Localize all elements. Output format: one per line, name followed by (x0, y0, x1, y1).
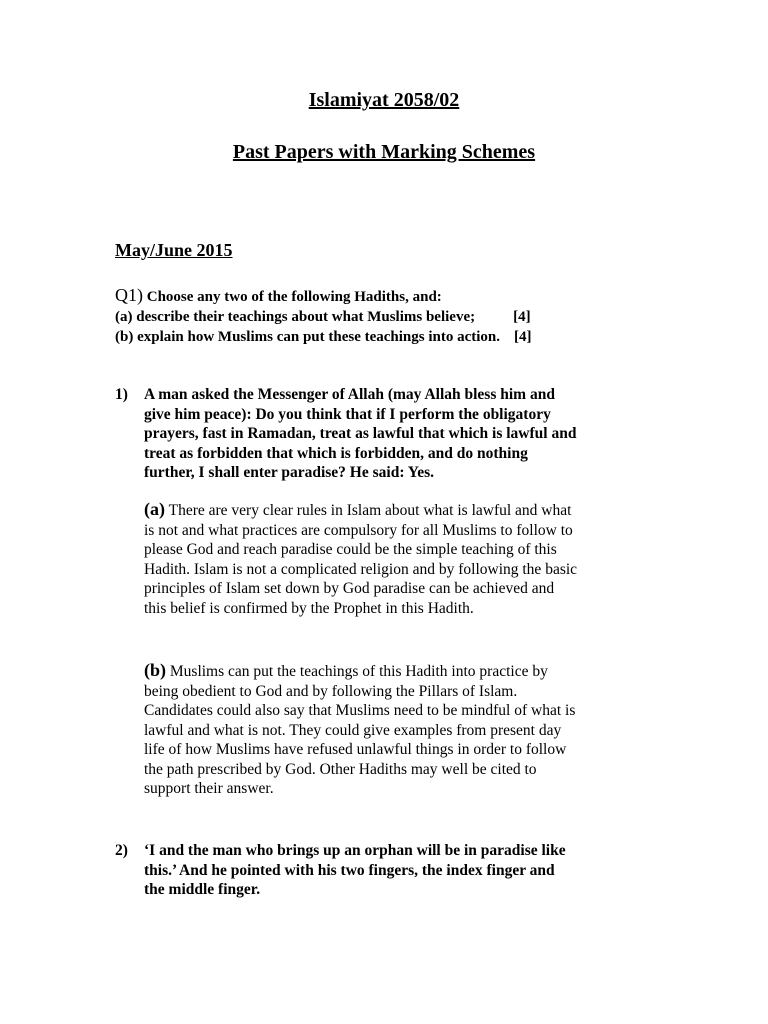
answer-a (144, 500, 664, 618)
answer-b (144, 661, 664, 799)
question-intro: Choose any two of the following Hadiths, and: (143, 289, 442, 305)
answer-line: lawful and what is not. They could give examples from present day (144, 721, 562, 739)
question-part-b-marks: [4] (514, 329, 532, 345)
question-part-b-line (115, 327, 675, 347)
hadith-number: 1) (115, 386, 128, 403)
hadith-line: the middle finger. (144, 881, 261, 898)
answer-line: principles of Islam set down by God paradise can be achieved and (144, 580, 555, 597)
question-part-a-marks: [4] (513, 309, 531, 325)
answer-line: Candidates could also say that Muslims need to be mindful of what is (144, 702, 576, 719)
answer-line: being obedient to God and by following the Pillars of Islam. (144, 682, 518, 700)
answer-line: please God and reach paradise could be the simple teaching of this (144, 541, 557, 558)
document-title: Islamiyat 2058/02 (308, 89, 460, 111)
question-part-a-line (115, 307, 675, 327)
hadith-line: prayers, fast in Ramadan, treat as lawful that which is lawful and (144, 425, 577, 442)
answer-line: the path prescribed by God. Other Hadiths may well be cited to (144, 760, 537, 778)
document-subtitle: Past Papers with Marking Schemes (232, 141, 536, 163)
hadith-line: ‘I and the man who brings up an orphan will be in paradise like (144, 842, 566, 859)
question-number: Q1) (115, 285, 143, 305)
hadith-line: give him peace): Do you think that if I perform the obligatory (144, 405, 551, 423)
hadith-line: treat as forbidden that which is forbidden, and do nothing (144, 444, 528, 462)
answer-a-label: (a) (144, 499, 165, 519)
answer-line: (b) Muslims can put the teachings of this Hadith into practice by (144, 660, 548, 680)
answer-line: (a) There are very clear rules in Islam about what is lawful and what (144, 499, 572, 519)
hadith-line: further, I shall enter paradise? He said: Yes. (144, 464, 435, 481)
question-block (115, 285, 675, 347)
hadith-line: this.’ And he pointed with his two fingers, the index finger and (144, 861, 555, 879)
question-part-b: (b) explain how Muslims can put these teachings into action. (115, 329, 501, 345)
answer-line: support their answer. (144, 780, 274, 797)
question-intro-line (115, 285, 675, 307)
question-part-a: (a) describe their teachings about what Muslims believe; (115, 309, 476, 325)
answer-line: life of how Muslims have refused unlawful things in order to follow (144, 741, 567, 758)
session-heading: May/June 2015 (115, 240, 233, 260)
answer-line: this belief is confirmed by the Prophet in this Hadith. (144, 599, 474, 617)
hadith-line: A man asked the Messenger of Allah (may Allah bless him and (144, 386, 555, 403)
hadith-number: 2) (115, 842, 128, 859)
hadith-text (144, 385, 664, 483)
answer-line: Hadith. Islam is not a complicated religion and by following the basic (144, 560, 578, 578)
hadith-text (144, 841, 664, 900)
answer-b-label: (b) (144, 660, 166, 680)
answer-line: is not and what practices are compulsory for all Muslims to follow to (144, 521, 573, 539)
